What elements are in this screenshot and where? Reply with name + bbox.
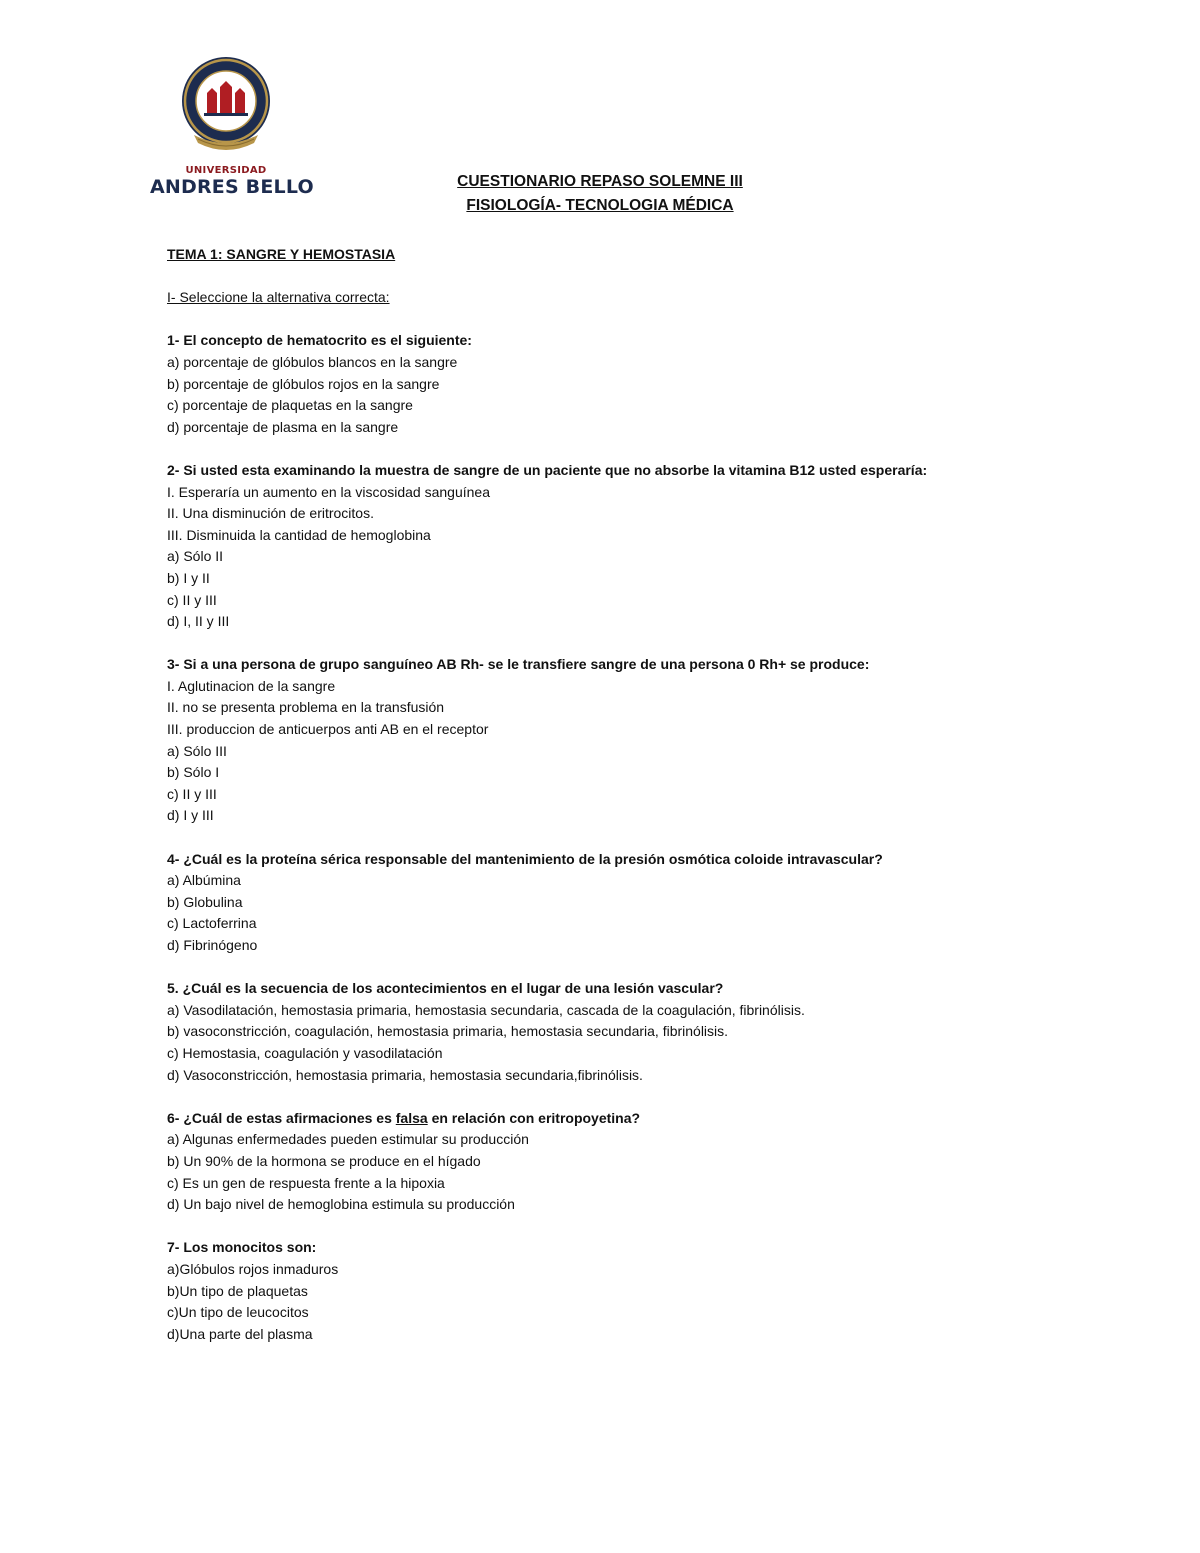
question-prompt: 4- ¿Cuál es la proteína sérica responsable del mantenimiento de la presión osmótica coloide intravascular? — [167, 850, 883, 867]
question-7 — [167, 1237, 1127, 1345]
statement-line: II. no se presenta problema en la transfusión — [167, 699, 445, 716]
question-prompt: 3- Si a una persona de grupo sanguíneo AB Rh- se le transfiere sangre de una persona 0 Rh+ se produce: — [167, 656, 870, 673]
answer-option: a) Sólo III — [167, 742, 227, 759]
question-prompt: 7- Los monocitos son: — [167, 1239, 317, 1256]
question-6 — [167, 1108, 1127, 1216]
answer-option: c) II y III — [167, 785, 217, 802]
answer-option: c) Es un gen de respuesta frente a la hipoxia — [167, 1174, 445, 1191]
topic-heading: TEMA 1: SANGRE Y HEMOSTASIA — [167, 246, 396, 262]
answer-option: d) porcentaje de plasma en la sangre — [167, 418, 399, 435]
answer-option: a) Sólo II — [167, 548, 224, 565]
answer-option: a) Algunas enfermedades pueden estimular su producción — [167, 1131, 529, 1148]
page-title: CUESTIONARIO REPASO SOLEMNE III — [457, 173, 743, 190]
answer-option: b) Un 90% de la hormona se produce en el hígado — [167, 1152, 481, 1169]
answer-option: d) Vasoconstricción, hemostasia primaria, hemostasia secundaria,fibrinólisis. — [167, 1066, 643, 1083]
page-subtitle: FISIOLOGÍA- TECNOLOGIA MÉDICA — [466, 197, 734, 214]
answer-option: b) Sólo I — [167, 764, 220, 781]
answer-option: c)Un tipo de leucocitos — [167, 1304, 309, 1321]
question-1 — [167, 330, 1127, 438]
statement-line: III. produccion de anticuerpos anti AB en el receptor — [167, 721, 489, 738]
answer-option: b)Un tipo de plaquetas — [167, 1282, 308, 1299]
answer-option: a) Albúmina — [167, 872, 241, 889]
question-2 — [167, 460, 1127, 633]
answer-option: d) Fibrinógeno — [167, 937, 258, 953]
answer-option: d)Una parte del plasma — [167, 1325, 313, 1342]
university-logo — [150, 55, 314, 205]
question-prompt: 2- Si usted esta examinando la muestra de sangre de un paciente que no absorbe la vitamina B12 usted esperaría: — [167, 461, 928, 478]
question-4 — [167, 849, 1127, 957]
answer-option: b) I y II — [167, 569, 210, 586]
answer-option: c) porcentaje de plaquetas en la sangre — [167, 397, 413, 414]
answer-option: d) Un bajo nivel de hemoglobina estimula su producción — [167, 1196, 515, 1213]
answer-option: b) porcentaje de glóbulos rojos en la sangre — [167, 375, 440, 392]
statement-line: I. Esperaría un aumento en la viscosidad sanguínea — [167, 483, 490, 500]
question-3 — [167, 654, 1127, 827]
answer-option: d) I y III — [167, 807, 214, 824]
document-header — [300, 170, 900, 218]
answer-option: c) Hemostasia, coagulación y vasodilatación — [167, 1044, 443, 1061]
answer-option: c) II y III — [167, 591, 217, 608]
question-prompt: 5. ¿Cuál es la secuencia de los acontecimientos en el lugar de una lesión vascular? — [167, 980, 724, 997]
section-instruction: I- Seleccione la alternativa correcta: — [167, 289, 390, 306]
logo-university-name: ANDRES BELLO — [150, 176, 314, 198]
answer-option: d) I, II y III — [167, 613, 230, 630]
university-crest-icon — [180, 55, 272, 163]
answer-option: a) Vasodilatación, hemostasia primaria, hemostasia secundaria, cascada de la coagulación, fibrinólisis. — [167, 1001, 805, 1018]
answer-option: b) Globulina — [167, 893, 243, 910]
question-prompt-emphasis: falsa — [395, 1109, 428, 1126]
answer-option: b) vasoconstricción, coagulación, hemostasia primaria, hemostasia secundaria, fibrinólisis. — [167, 1023, 729, 1040]
document-body — [167, 244, 1127, 1345]
question-prompt-end: en relación con eritropoyetina? — [427, 1109, 641, 1126]
question-prompt — [167, 1108, 1127, 1130]
statement-line: III. Disminuida la cantidad de hemoglobina — [167, 526, 431, 543]
question-prompt: 1- El concepto de hematocrito es el siguiente: — [167, 332, 472, 349]
question-prompt-start: 6- ¿Cuál de estas afirmaciones es — [167, 1109, 396, 1126]
statement-line: II. Una disminución de eritrocitos. — [167, 505, 374, 522]
statement-line: I. Aglutinacion de la sangre — [167, 677, 336, 694]
logo-university-label: UNIVERSIDAD — [185, 165, 267, 176]
question-5 — [167, 978, 1127, 1086]
answer-option: a)Glóbulos rojos inmaduros — [167, 1260, 339, 1277]
answer-option: a) porcentaje de glóbulos blancos en la sangre — [167, 353, 458, 370]
answer-option: c) Lactoferrina — [167, 915, 257, 932]
